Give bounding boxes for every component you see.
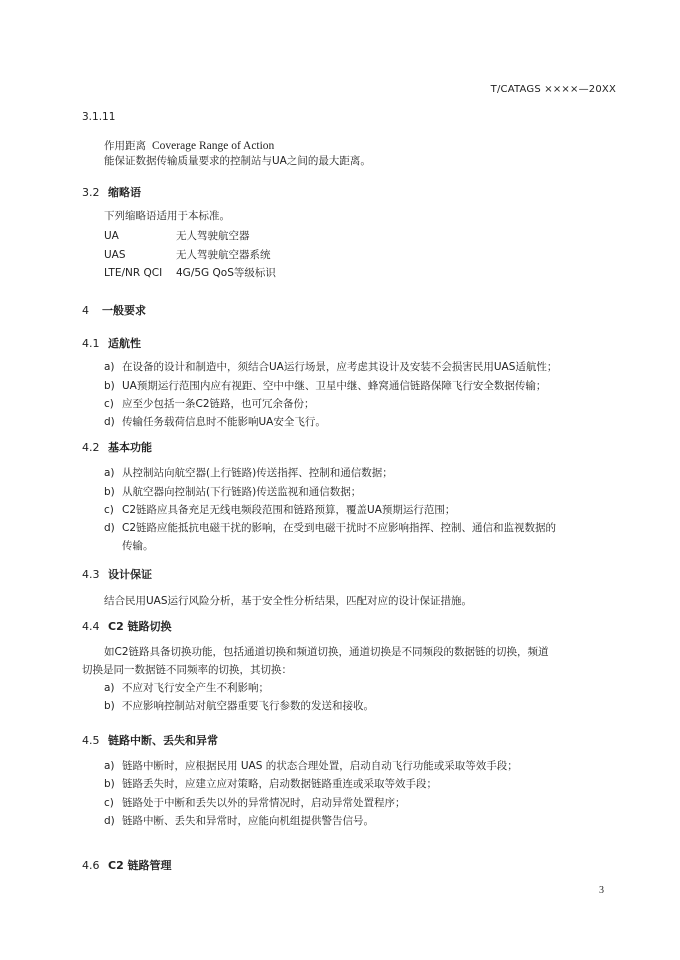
section-number: 3.2 bbox=[82, 186, 100, 199]
term-chinese: 作用距离 bbox=[104, 140, 146, 152]
list-item bbox=[104, 680, 269, 695]
list-item bbox=[104, 484, 361, 499]
abbreviation-row bbox=[104, 265, 276, 280]
list-item bbox=[104, 465, 393, 480]
list-marker: a) bbox=[104, 467, 115, 479]
section-heading-4-5 bbox=[82, 732, 218, 748]
section-paragraph-line: 切换是同一数据链不同频率的切换，其切换： bbox=[82, 664, 292, 676]
list-item-text: 链路中断、丢失和异常时，应能向机组提供警告信号。 bbox=[122, 815, 374, 827]
abbreviation-key: UAS bbox=[104, 249, 126, 261]
list-marker: b) bbox=[104, 486, 115, 498]
clause-number-3-1-11: 3.1.11 bbox=[82, 111, 116, 123]
list-item-text: C2链路应能抵抗电磁干扰的影响，在受到电磁干扰时不应影响指挥、控制、通信和监视数据的 bbox=[122, 522, 557, 534]
section-title: 基本功能 bbox=[108, 441, 152, 454]
section-title: C2 链路切换 bbox=[108, 620, 172, 633]
list-marker: b) bbox=[104, 380, 115, 392]
abbreviation-row bbox=[104, 247, 271, 262]
list-marker: b) bbox=[104, 778, 115, 790]
list-marker: c) bbox=[104, 797, 114, 809]
list-marker: d) bbox=[104, 815, 115, 827]
list-marker: d) bbox=[104, 522, 115, 534]
section-number: 4.1 bbox=[82, 337, 100, 350]
abbreviation-key: UA bbox=[104, 230, 119, 242]
section-paragraph-line: 如C2链路具备切换功能，包括通道切换和频道切换，通道切换是不同频段的数据链的切换，频道 bbox=[104, 646, 549, 658]
section-heading-4-2 bbox=[82, 439, 152, 455]
section-title: 缩略语 bbox=[108, 186, 141, 199]
section-number: 4.6 bbox=[82, 859, 100, 872]
list-item-text: 不应对飞行安全产生不利影响； bbox=[122, 682, 269, 694]
list-item-text: 链路处于中断和丢失以外的异常情况时，启动异常处置程序； bbox=[122, 797, 406, 809]
list-item-text: 在设备的设计和制造中，须结合UA运行场景，应考虑其设计及安装不会损害民用UAS适航性； bbox=[122, 361, 558, 373]
list-item bbox=[104, 396, 315, 411]
list-item-text: 链路中断时，应根据民用 UAS 的状态合理处置，启动自动飞行功能或采取等效手段； bbox=[122, 760, 518, 772]
section-number: 4.5 bbox=[82, 734, 100, 747]
section-title: 链路中断、丢失和异常 bbox=[108, 734, 218, 747]
section-heading-4 bbox=[82, 302, 146, 318]
section-title: 设计保证 bbox=[108, 568, 152, 581]
list-item bbox=[104, 520, 556, 535]
list-item-text: 传输任务载荷信息时不能影响UA安全飞行。 bbox=[122, 416, 326, 428]
list-item bbox=[104, 378, 546, 393]
abbreviation-key: LTE/NR QCI bbox=[104, 267, 163, 279]
list-item-text: C2链路应具备充足无线电频段范围和链路预算，覆盖UA预期运行范围； bbox=[122, 504, 456, 516]
page-number: 3 bbox=[599, 885, 604, 896]
section-heading-4-4 bbox=[82, 618, 172, 634]
list-item-text: UA预期运行范围内应有视距、空中中继、卫星中继、蜂窝通信链路保障飞行安全数据传输； bbox=[122, 380, 547, 392]
list-item-text: 应至少包括一条C2链路，也可冗余备份； bbox=[122, 398, 315, 410]
section-heading-3-2 bbox=[82, 184, 141, 200]
term-english: Coverage Range of Action bbox=[152, 140, 275, 152]
abbreviation-value: 4G/5G QoS等级标识 bbox=[176, 267, 276, 279]
section-heading-4-3 bbox=[82, 566, 152, 582]
list-marker: c) bbox=[104, 504, 114, 516]
list-item-text: 从航空器向控制站(下行链路)传送监视和通信数据； bbox=[122, 486, 362, 498]
list-item bbox=[104, 776, 437, 791]
section-number: 4.3 bbox=[82, 568, 100, 581]
abbreviation-row bbox=[104, 228, 250, 243]
list-item bbox=[104, 698, 374, 713]
section-title: C2 链路管理 bbox=[108, 859, 172, 872]
list-marker: d) bbox=[104, 416, 115, 428]
term-definition: 能保证数据传输质量要求的控制站与UA之间的最大距离。 bbox=[104, 155, 371, 167]
list-marker: b) bbox=[104, 700, 115, 712]
section-heading-4-1 bbox=[82, 335, 141, 351]
term-heading bbox=[104, 138, 274, 153]
section-title: 适航性 bbox=[108, 337, 141, 350]
list-item bbox=[104, 359, 557, 374]
list-item bbox=[104, 758, 518, 773]
list-item-text: 从控制站向航空器(上行链路)传送指挥、控制和通信数据； bbox=[122, 467, 393, 479]
list-marker: c) bbox=[104, 398, 114, 410]
abbreviation-value: 无人驾驶航空器系统 bbox=[176, 249, 271, 261]
list-item-continuation: 传输。 bbox=[122, 540, 154, 552]
abbreviations-intro: 下列缩略语适用于本标准。 bbox=[104, 210, 230, 222]
list-item bbox=[104, 414, 326, 429]
section-number: 4 bbox=[82, 304, 89, 317]
list-item-text: 链路丢失时，应建立应对策略，启动数据链路重连或采取等效手段； bbox=[122, 778, 437, 790]
section-title: 一般要求 bbox=[102, 304, 146, 317]
list-item bbox=[104, 502, 455, 517]
list-marker: a) bbox=[104, 682, 115, 694]
list-item bbox=[104, 795, 406, 810]
list-marker: a) bbox=[104, 361, 115, 373]
section-number: 4.4 bbox=[82, 620, 100, 633]
section-number: 4.2 bbox=[82, 441, 100, 454]
list-item-text: 不应影响控制站对航空器重要飞行参数的发送和接收。 bbox=[122, 700, 374, 712]
section-heading-4-6 bbox=[82, 857, 172, 873]
list-item bbox=[104, 813, 374, 828]
abbreviation-value: 无人驾驶航空器 bbox=[176, 230, 250, 242]
document-number-header: T/CATAGS ××××—20XX bbox=[490, 84, 616, 95]
list-marker: a) bbox=[104, 760, 115, 772]
section-paragraph: 结合民用UAS运行风险分析，基于安全性分析结果，匹配对应的设计保证措施。 bbox=[104, 595, 473, 607]
